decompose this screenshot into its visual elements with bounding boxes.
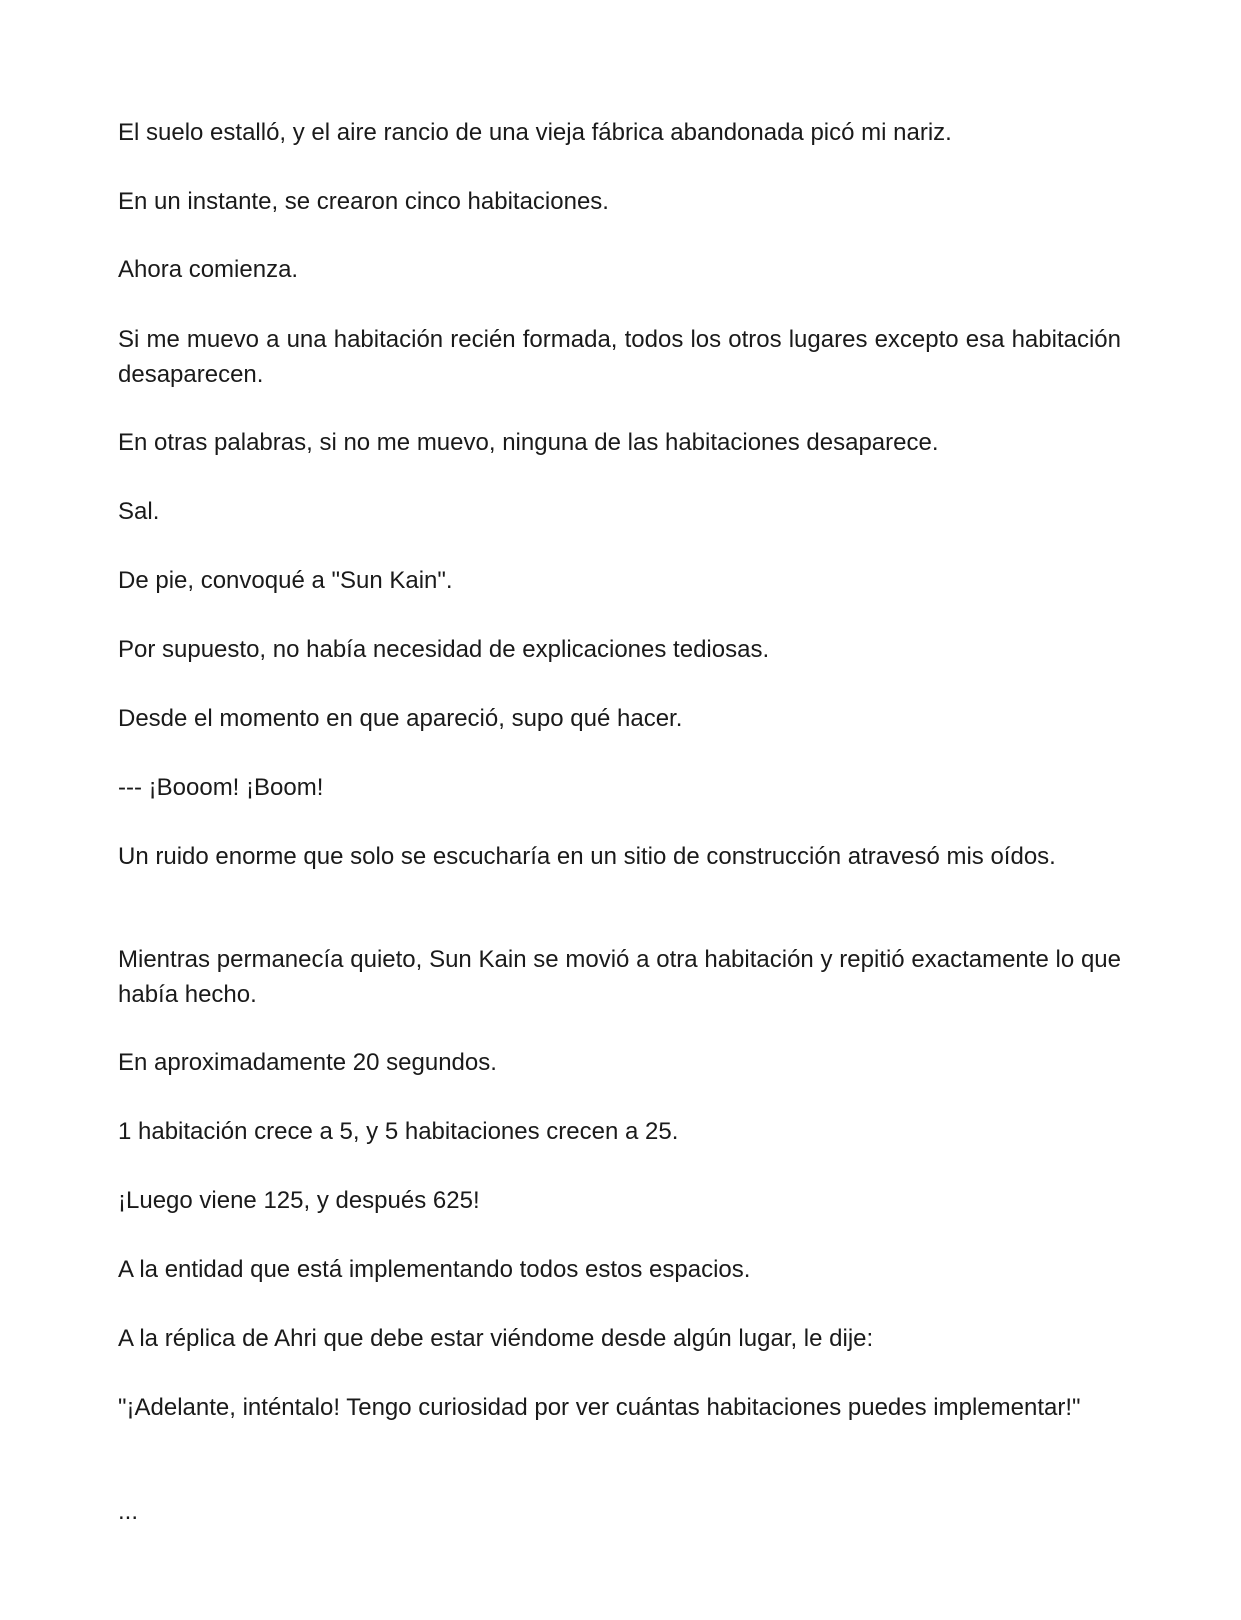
paragraph: Sal. (118, 498, 160, 525)
paragraph: En otras palabras, si no me muevo, ninguna de las habitaciones desaparece. (118, 429, 939, 456)
paragraph: En un instante, se crearon cinco habitaciones. (118, 188, 609, 215)
paragraph: ... (118, 1498, 139, 1525)
paragraph: Ahora comienza. (118, 256, 299, 283)
paragraph: En aproximadamente 20 segundos. (118, 1049, 497, 1076)
paragraph: De pie, convoqué a "Sun Kain". (118, 567, 453, 594)
paragraph: Un ruido enorme que solo se escucharía en un sitio de construcción atravesó mis oídos. (118, 843, 1056, 870)
paragraph: ¡Luego viene 125, y después 625! (118, 1187, 480, 1214)
paragraph: Por supuesto, no había necesidad de explicaciones tediosas. (118, 636, 770, 663)
paragraph: Mientras permanecía quieto, Sun Kain se movió a otra habitación y repitió exactamente lo que había hecho. (118, 946, 1121, 1008)
paragraph: Si me muevo a una habitación recién formada, todos los otros lugares excepto esa habitación desaparecen. (118, 326, 1121, 388)
paragraph: El suelo estalló, y el aire rancio de una vieja fábrica abandonada picó mi nariz. (118, 119, 952, 146)
paragraph: --- ¡Booom! ¡Boom! (118, 774, 324, 801)
paragraph: A la réplica de Ahri que debe estar viéndome desde algún lugar, le dije: (118, 1325, 874, 1352)
paragraph: Desde el momento en que apareció, supo qué hacer. (118, 705, 683, 732)
paragraph: 1 habitación crece a 5, y 5 habitaciones crecen a 25. (118, 1118, 679, 1145)
paragraph: A la entidad que está implementando todos estos espacios. (118, 1256, 751, 1283)
paragraph: "¡Adelante, inténtalo! Tengo curiosidad por ver cuántas habitaciones puedes implementar!" (118, 1394, 1081, 1421)
